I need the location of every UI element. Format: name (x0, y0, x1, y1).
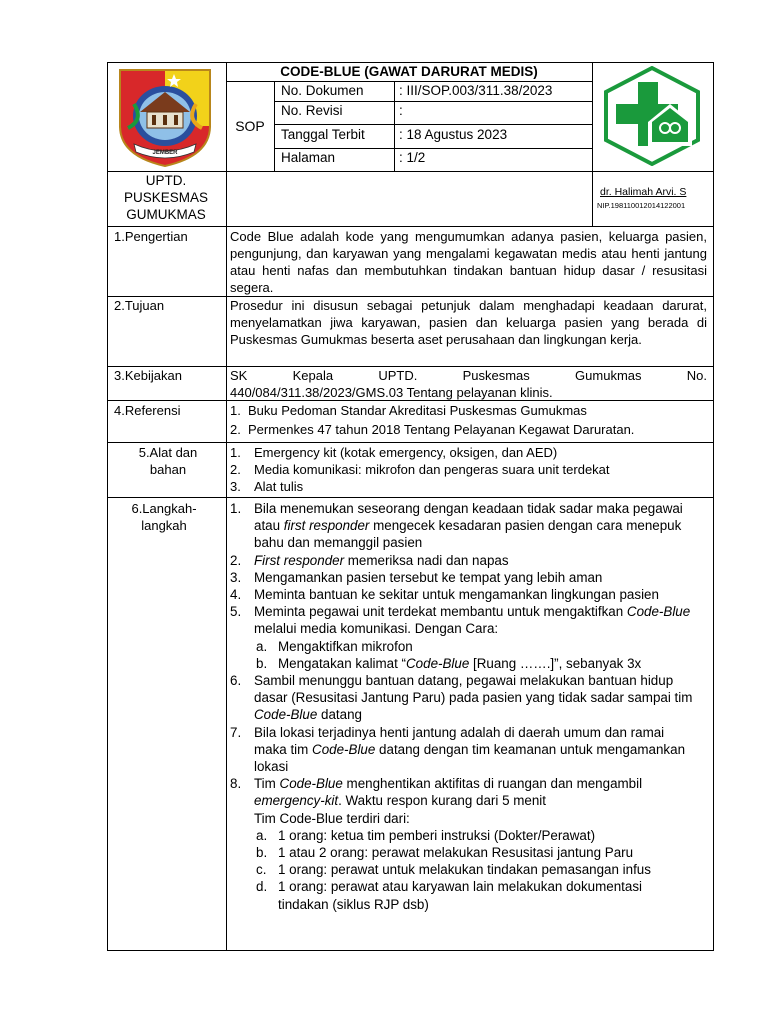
step-item-2: 2. First responder memeriksa nadi dan napas (230, 552, 509, 568)
meta-key-page: Halaman (281, 150, 336, 165)
team-intro: Tim Code-Blue terdiri dari: (254, 810, 410, 826)
step-item-8: 8. Tim Code-Blue menghentikan aktifitas di ruangan dan mengambil emergency-kit. Waktu respon kurang dari 5 menit (230, 776, 643, 809)
meta-key-issue-date: Tanggal Terbit (281, 127, 365, 142)
meta-value-doc-number: : III/SOP.003/311.38/2023 (399, 83, 553, 98)
meta-value-revision: : (399, 103, 403, 118)
document-title: CODE-BLUE (GAWAT DARURAT MEDIS) (280, 64, 538, 79)
section-label-alat: 5.Alat dan bahan (138, 445, 198, 477)
sop-label: SOP (235, 118, 265, 134)
section-label-tujuan: 2.Tujuan (114, 298, 165, 313)
list-item: 2. Media komunikasi: mikrofon dan pengeras suara unit terdekat (230, 462, 610, 478)
section-label-referensi: 4.Referensi (114, 403, 181, 418)
team-member-b: b. 1 atau 2 orang: perawat melakukan Resusitasi jantung Paru (256, 845, 634, 861)
meta-key-doc-number: No. Dokumen (281, 83, 364, 98)
section-label-langkah: 6.Langkah- langkah (131, 501, 197, 533)
step-item-3: 3. Mengamankan pasien tersebut ke tempat yang lebih aman (230, 569, 603, 585)
puskesmas-logo (600, 66, 704, 166)
step-item-7: 7. Bila lokasi terjadinya henti jantung adalah di daerah umum dan ramai maka tim Code-Blue datang dengan tim keamanan untuk mengamankan lokasi (230, 724, 686, 775)
alat-list (230, 444, 707, 496)
team-member-a: a. 1 orang: ketua tim pemberi instruksi (Dokter/Perawat) (256, 827, 596, 843)
step-item-4: 4. Meminta bantuan ke sekitar untuk mengamankan lingkungan pasien (230, 587, 659, 603)
section-label-pengertian: 1.Pengertian (114, 229, 188, 244)
svg-text:JEMBER: JEMBER (152, 150, 178, 156)
step-item-5: 5. Meminta pegawai unit terdekat membantu untuk mengaktifkan Code-Blue melalui media komunikasi. Dengan Cara: (230, 604, 691, 637)
step-item-6: 6. Sambil menunggu bantuan datang, pegawai melakukan bantuan hidup dasar (Resusitasi Jantung Paru) pada pasien yang tidak sadar sampai tim Code-Blue datang (230, 673, 693, 723)
referensi-list (230, 402, 707, 438)
section-text-pengertian: Code Blue adalah kode yang mengumumkan adanya pasien, keluarga pasien, pengunjung, dan karyawan yang mengalami kegawatan medis atau henti jantung atau henti nafas dan membutuhkan tindakan bantuan hidup dasar / resusitasi segera. (230, 229, 707, 295)
step-5a: a. Mengaktifkan mikrofon (256, 638, 413, 654)
signer-name: dr. Halimah Arvi. S (600, 186, 687, 198)
list-item: 1. Emergency kit (kotak emergency, oksigen, dan AED) (230, 445, 558, 460)
section-label-kebijakan: 3.Kebijakan (114, 368, 182, 383)
section-text-kebijakan-line1: SK Kepala UPTD. Puskesmas Gumukmas No. (230, 368, 707, 383)
emblem-logo (114, 64, 216, 170)
section-text-kebijakan-line2: 440/084/311.38/2023/GMS.03 Tentang pelayanan klinis. (230, 385, 553, 400)
team-member-c: c. 1 orang: perawat untuk melakukan tindakan pemasangan infus (256, 862, 651, 878)
step-item-1: 1. Bila menemukan seseorang dengan keadaan tidak sadar maka pegawai atau first responder mengecek kesadaran pasien dengan cara menepuk bahu dan memanggil pasien (230, 501, 683, 551)
organization-name: UPTD. PUSKESMAS GUMUKMAS (123, 173, 209, 222)
steps-list (230, 500, 696, 913)
meta-value-page: : 1/2 (399, 150, 426, 165)
step-5b: b. Mengatakan kalimat “Code-Blue [Ruang …….]”, sebanyak 3x (256, 655, 642, 671)
section-text-tujuan: Prosedur ini disusun sebagai petunjuk dalam menghadapi keadaan darurat, menyelamatkan jiwa karyawan, pasien dan keluarga pasien yang berada di Puskesmas Gumukmas beserta aset perusahaan dan lingkungan kerja. (230, 298, 707, 347)
meta-value-issue-date: : 18 Agustus 2023 (399, 127, 508, 142)
team-member-d: d. 1 orang: perawat atau karyawan lain melakukan dokumentasi tindakan (siklus RJP dsb) (256, 879, 642, 912)
list-item: 3. Alat tulis (230, 479, 304, 495)
meta-key-revision: No. Revisi (281, 103, 343, 118)
signer-nip: NIP.198110012014122001 (597, 201, 686, 210)
list-item: 2. Permenkes 47 tahun 2018 Tentang Pelayanan Kegawat Daruratan. (230, 422, 635, 438)
list-item: 1. Buku Pedoman Standar Akreditasi Puskesmas Gumukmas (230, 403, 587, 418)
